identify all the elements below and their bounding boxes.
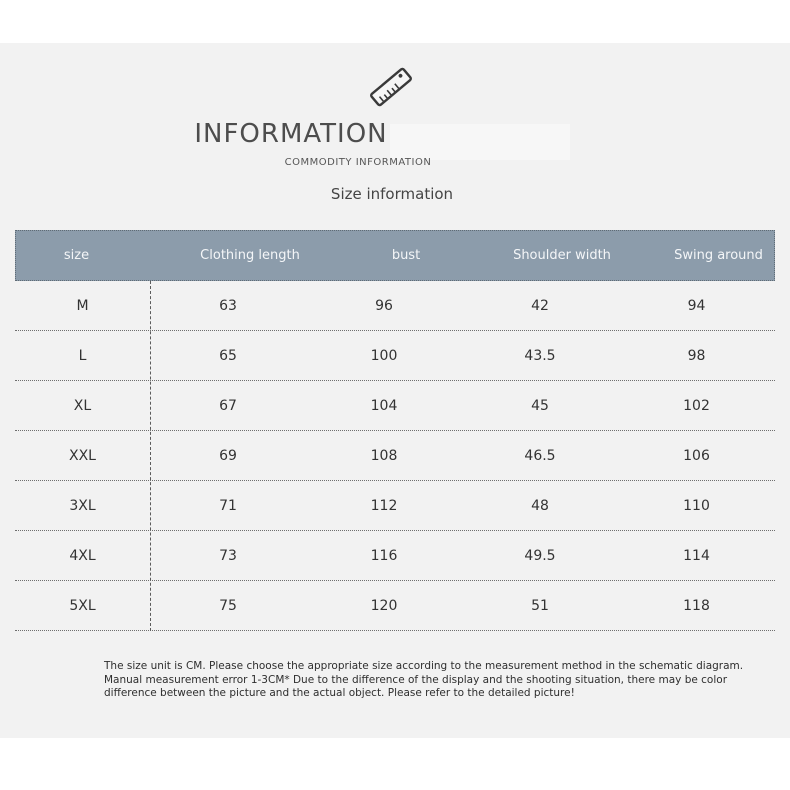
- table-row: [15, 581, 775, 631]
- column-header-clothing-length: Clothing length: [200, 248, 300, 263]
- value-cell: 48: [531, 497, 549, 514]
- value-cell: 106: [683, 447, 710, 464]
- top-white-band: [0, 0, 790, 43]
- size-cell: 5XL: [69, 597, 96, 614]
- table-row: [15, 331, 775, 381]
- footer-line-2: Manual measurement error 1-3CM* Due to the difference of the display and the shooting situation, there may be color: [104, 673, 728, 686]
- ruler-icon: [366, 62, 416, 112]
- value-cell: 63: [219, 297, 237, 314]
- value-cell: 69: [219, 447, 237, 464]
- size-column-divider: [150, 281, 151, 631]
- value-cell: 114: [683, 547, 710, 564]
- value-cell: 75: [219, 597, 237, 614]
- value-cell: 71: [219, 497, 237, 514]
- value-cell: 118: [683, 597, 710, 614]
- value-cell: 102: [683, 397, 710, 414]
- size-cell: 3XL: [69, 497, 96, 514]
- size-table: [15, 230, 775, 631]
- footer-line-3: difference between the picture and the actual object. Please refer to the detailed picture!: [104, 687, 575, 700]
- footer-note: [104, 660, 744, 701]
- column-header-shoulder-width: Shoulder width: [513, 248, 611, 263]
- value-cell: 51: [531, 597, 549, 614]
- table-row: [15, 531, 775, 581]
- section-title: Size information: [330, 185, 454, 203]
- bottom-white-band: [0, 738, 790, 790]
- page-title: INFORMATION: [194, 119, 388, 149]
- size-cell: M: [76, 297, 89, 314]
- size-cell: 4XL: [69, 547, 96, 564]
- size-cell: XXL: [69, 447, 96, 464]
- value-cell: 120: [370, 597, 398, 614]
- value-cell: 104: [370, 397, 398, 414]
- value-cell: 108: [370, 447, 398, 464]
- value-cell: 65: [219, 347, 237, 364]
- value-cell: 98: [687, 347, 706, 364]
- value-cell: 112: [370, 497, 398, 514]
- table-row: [15, 431, 775, 481]
- value-cell: 96: [375, 297, 393, 314]
- value-cell: 94: [687, 297, 706, 314]
- table-row: [15, 481, 775, 531]
- table-row: [15, 381, 775, 431]
- column-header-swing-around: Swing around: [674, 248, 763, 263]
- value-cell: 73: [219, 547, 237, 564]
- table-header-row: [15, 230, 775, 281]
- size-cell: L: [78, 347, 87, 364]
- table-row: [15, 281, 775, 331]
- value-cell: 45: [531, 397, 549, 414]
- page-subtitle: COMMODITY INFORMATION: [284, 157, 432, 168]
- value-cell: 46.5: [524, 447, 556, 464]
- value-cell: 49.5: [524, 547, 556, 564]
- footer-line-1: The size unit is CM. Please choose the appropriate size according to the measurement method in the schematic diagram.: [104, 660, 744, 672]
- column-header-bust: bust: [391, 248, 421, 263]
- column-header-size: size: [63, 248, 90, 263]
- value-cell: 67: [219, 397, 237, 414]
- size-cell: XL: [73, 397, 92, 414]
- table-body: [15, 281, 775, 631]
- value-cell: 100: [370, 347, 398, 364]
- value-cell: 116: [370, 547, 398, 564]
- value-cell: 43.5: [524, 347, 556, 364]
- value-cell: 110: [683, 497, 710, 514]
- value-cell: 42: [531, 297, 549, 314]
